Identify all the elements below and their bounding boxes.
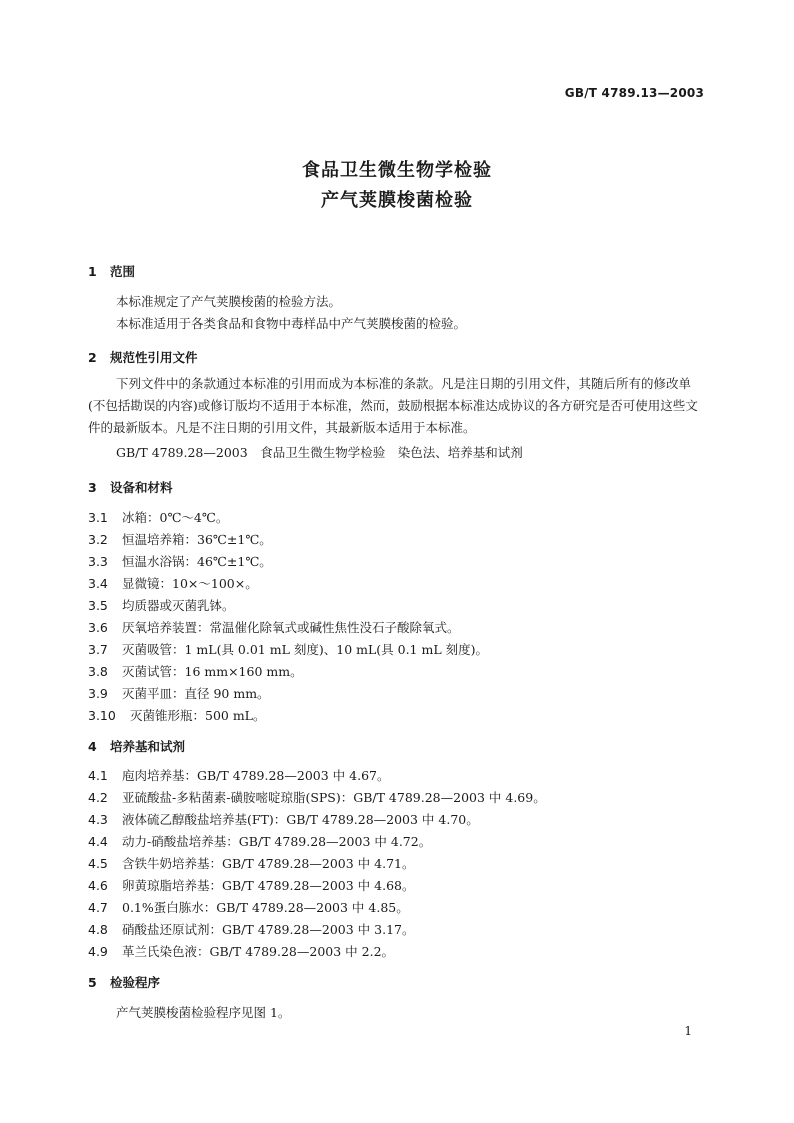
item-number: 3.2 bbox=[88, 532, 108, 547]
item-text: 灭菌试管：16 mm×160 mm。 bbox=[122, 664, 303, 679]
list-item bbox=[88, 942, 394, 960]
item-text: 含铁牛奶培养基：GB/T 4789.28—2003 中 4.71。 bbox=[122, 856, 415, 871]
section-5-title: 检验程序 bbox=[110, 975, 161, 990]
list-item bbox=[88, 832, 431, 850]
item-text: 亚硫酸盐-多粘菌素-磺胺嘧啶琼脂(SPS)：GB/T 4789.28—2003 中 4.69。 bbox=[122, 790, 546, 805]
list-item bbox=[88, 684, 270, 702]
list-item bbox=[88, 788, 546, 806]
item-number: 4.9 bbox=[88, 944, 108, 959]
item-text: 硝酸盐还原试剂：GB/T 4789.28—2003 中 3.17。 bbox=[122, 922, 415, 937]
list-item bbox=[88, 530, 272, 548]
item-number: 4.2 bbox=[88, 790, 108, 805]
item-number: 3.8 bbox=[88, 664, 108, 679]
section-2-number: 2 bbox=[88, 350, 97, 365]
section-4-number: 4 bbox=[88, 739, 97, 754]
list-item bbox=[88, 876, 414, 894]
list-item bbox=[88, 552, 272, 570]
list-item bbox=[88, 574, 258, 592]
section-3-number: 3 bbox=[88, 480, 97, 495]
list-item bbox=[88, 706, 266, 724]
item-text: 卵黄琼脂培养基：GB/T 4789.28—2003 中 4.68。 bbox=[122, 878, 415, 893]
item-text: 灭菌锥形瓶：500 mL。 bbox=[130, 708, 266, 723]
section-1-title: 范围 bbox=[110, 264, 136, 279]
item-text: 动力-硝酸盐培养基：GB/T 4789.28—2003 中 4.72。 bbox=[122, 834, 432, 849]
list-item bbox=[88, 920, 414, 938]
section-2-title: 规范性引用文件 bbox=[110, 350, 198, 365]
list-item bbox=[88, 898, 409, 916]
item-number: 3.6 bbox=[88, 620, 108, 635]
title-line-1: 食品卫生微生物学检验 bbox=[302, 160, 492, 181]
section-3-heading bbox=[88, 478, 173, 496]
section-4-title: 培养基和试剂 bbox=[110, 739, 186, 754]
section-1-line-2: 本标准适用于各类食品和食物中毒样品中产气荚膜梭菌的检验。 bbox=[116, 316, 467, 331]
section-1-number: 1 bbox=[88, 264, 97, 279]
item-number: 3.7 bbox=[88, 642, 108, 657]
section-5-heading bbox=[88, 973, 160, 991]
item-text: 庖肉培养基：GB/T 4789.28—2003 中 4.67。 bbox=[122, 768, 390, 783]
section-4-heading bbox=[88, 737, 185, 755]
list-item bbox=[88, 662, 303, 680]
list-item bbox=[88, 640, 488, 658]
page-number: 1 bbox=[684, 1024, 692, 1038]
list-item bbox=[88, 810, 479, 828]
item-text: 冰箱：0℃～4℃。 bbox=[122, 510, 229, 525]
list-item bbox=[88, 508, 228, 526]
item-text: 均质器或灭菌乳钵。 bbox=[122, 598, 235, 613]
item-text: 灭菌平皿：直径 90 mm。 bbox=[122, 686, 270, 701]
item-text: 显微镜：10×～100×。 bbox=[122, 576, 258, 591]
item-number: 3.3 bbox=[88, 554, 108, 569]
item-number: 4.7 bbox=[88, 900, 108, 915]
item-number: 4.3 bbox=[88, 812, 108, 827]
item-number: 3.1 bbox=[88, 510, 108, 525]
item-text: 厌氧培养装置：常温催化除氧式或碱性焦性没石子酸除氧式。 bbox=[122, 620, 460, 635]
section-2-heading bbox=[88, 348, 198, 366]
item-number: 4.4 bbox=[88, 834, 108, 849]
section-1-line-1: 本标准规定了产气荚膜梭菌的检验方法。 bbox=[116, 294, 342, 309]
item-number: 3.5 bbox=[88, 598, 108, 613]
section-3-title: 设备和材料 bbox=[110, 480, 173, 495]
item-number: 3.4 bbox=[88, 576, 108, 591]
section-2-paragraph: 下列文件中的条款通过本标准的引用而成为本标准的条款。凡是注日期的引用文件，其随后所有的修改单(不包括勘误的内容)或修订版均不适用于本标准，然而，鼓励根据本标准达成协议的各方研究是否可使用这些文件的最新版本。凡是不注日期的引用文件，其最新版本适用于本标准。 bbox=[88, 376, 698, 435]
item-text: 革兰氏染色液：GB/T 4789.28—2003 中 2.2。 bbox=[122, 944, 395, 959]
list-item bbox=[88, 618, 460, 636]
item-text: 恒温培养箱：36℃±1℃。 bbox=[122, 532, 272, 547]
item-number: 4.5 bbox=[88, 856, 108, 871]
item-text: 灭菌吸管：1 mL(具 0.01 mL 刻度)、10 mL(具 0.1 mL 刻度)。 bbox=[122, 642, 488, 657]
section-5-number: 5 bbox=[88, 975, 97, 990]
item-text: 0.1%蛋白胨水：GB/T 4789.28—2003 中 4.85。 bbox=[122, 900, 409, 915]
item-text: 恒温水浴锅：46℃±1℃。 bbox=[122, 554, 272, 569]
item-number: 4.1 bbox=[88, 768, 108, 783]
list-item bbox=[88, 596, 235, 614]
item-number: 4.8 bbox=[88, 922, 108, 937]
standard-code: GB/T 4789.13—2003 bbox=[564, 86, 704, 100]
list-item bbox=[88, 766, 389, 784]
item-number: 4.6 bbox=[88, 878, 108, 893]
section-5-line: 产气荚膜梭菌检验程序见图 1。 bbox=[116, 1005, 291, 1020]
item-text: 液体硫乙醇酸盐培养基(FT)：GB/T 4789.28—2003 中 4.70。 bbox=[122, 812, 479, 827]
section-2-reference: GB/T 4789.28—2003 食品卫生微生物学检验 染色法、培养基和试剂 bbox=[116, 445, 523, 460]
section-1-heading bbox=[88, 262, 135, 280]
item-number: 3.10 bbox=[88, 708, 116, 723]
list-item bbox=[88, 854, 414, 872]
item-number: 3.9 bbox=[88, 686, 108, 701]
title-line-2: 产气荚膜梭菌检验 bbox=[321, 190, 473, 211]
